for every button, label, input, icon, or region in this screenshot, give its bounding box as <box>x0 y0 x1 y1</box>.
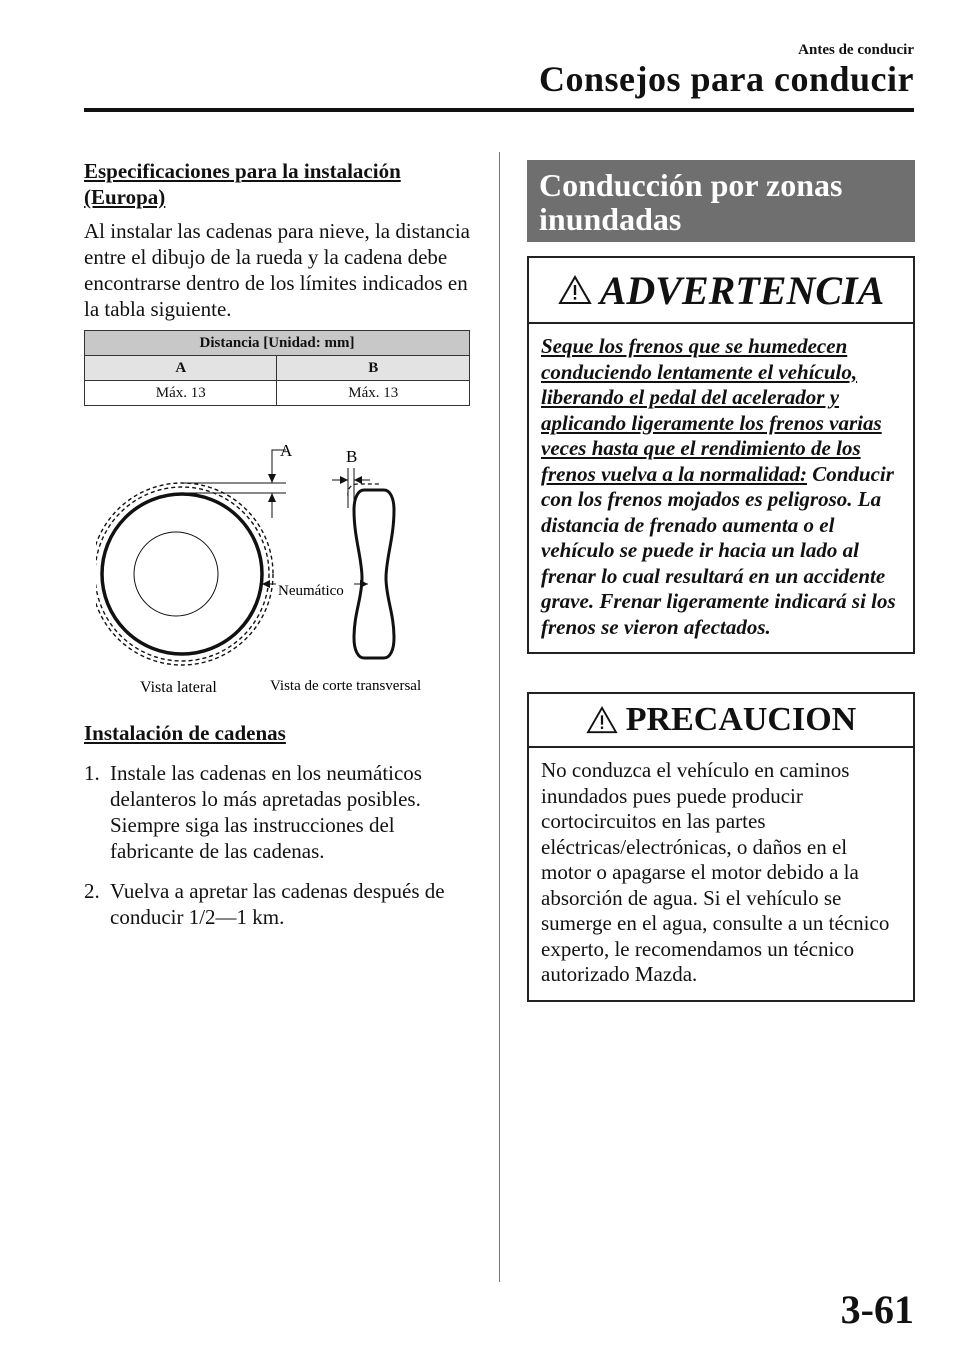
step-text: Instale las cadenas en los neumáticos delanteros lo más apretadas posibles. Siempre siga las instrucciones del fabricante de las cadenas. <box>110 761 422 863</box>
warning-box <box>527 256 915 654</box>
label-a: A <box>280 441 293 460</box>
list-item <box>84 878 479 930</box>
install-heading: Instalación de cadenas <box>84 721 286 745</box>
warning-text: Conducir con los frenos mojados es peligroso. La distancia de frenado aumenta o el vehículo se puede ir hacia un lado al frenar lo cual resultará en un accidente grave. Frenar ligeramente indicará si los frenos se vieron afectados. <box>541 461 896 639</box>
warning-underlined-text: Seque los frenos que se humedecen conduciendo lentamente el vehículo, liberando el pedal del acelerador y aplicando ligeramente los frenos varias veces hasta que el rendimiento de los frenos vuelva a la normalidad: <box>541 334 882 486</box>
header-section: Antes de conducir <box>798 42 914 58</box>
page-number: 3-61 <box>840 1287 914 1332</box>
arrow-a-down <box>268 474 276 483</box>
header-rule <box>84 108 914 112</box>
wheel-hub-circle <box>134 532 218 616</box>
arrow-tire-right <box>360 580 368 588</box>
table-value-a: Máx. 13 <box>85 381 277 406</box>
step-number: 2. <box>84 879 100 903</box>
tire-cross-section <box>354 490 394 658</box>
label-b: B <box>346 447 358 466</box>
install-section <box>84 720 479 944</box>
label-section-view: Vista de corte transversal <box>270 678 422 694</box>
warning-title: ADVERTENCIA <box>599 267 885 313</box>
arrow-a-up <box>268 493 276 502</box>
caution-header <box>529 694 913 748</box>
header-title: Consejos para conducir <box>538 59 914 99</box>
spec-heading-line2: (Europa) <box>84 185 166 209</box>
table-header: Distancia [Unidad: mm] <box>85 331 470 356</box>
table-col-a: A <box>85 356 277 381</box>
spec-heading <box>84 158 474 210</box>
spec-section <box>84 158 474 322</box>
arrow-b-left <box>354 476 362 484</box>
step-text: Vuelva a apretar las cadenas después de conducir 1/2―1 km. <box>110 879 445 929</box>
warning-body <box>529 324 913 652</box>
label-side-view: Vista lateral <box>140 679 217 696</box>
tire-outer-circle <box>102 494 262 654</box>
list-item <box>84 760 479 864</box>
column-divider <box>499 152 500 1282</box>
warning-triangle-icon <box>586 706 618 734</box>
spec-heading-line1: Especificaciones para la instalación <box>84 159 401 183</box>
flood-section-title: Conducción por zonas inundadas <box>527 160 915 242</box>
spec-paragraph: Al instalar las cadenas para nieve, la distancia entre el dibujo de la rueda y la cadena debe encontrarse dentro de los límites indicados en la tabla siguiente. <box>84 219 470 321</box>
warning-header <box>529 258 913 324</box>
chain-clearance-diagram <box>96 438 466 700</box>
arrow-b-right <box>340 476 348 484</box>
caution-box <box>527 692 915 1002</box>
caution-body: No conduzca el vehículo en caminos inundados pues puede producir cortocircuitos en las partes eléctricas/electrónicas, o daños en el motor o apagarse el motor debido a la absorción de agua. Si el vehículo se sumerge en el agua, consulte a un técnico experto, le recomendamos un técnico autorizado Mazda. <box>541 758 890 986</box>
install-steps <box>84 760 479 930</box>
caution-title: PRECAUCION <box>625 701 857 738</box>
label-tire: Neumático <box>278 583 344 599</box>
table-value-b: Máx. 13 <box>277 381 470 406</box>
table-col-b: B <box>277 356 470 381</box>
chain-outer-dashed <box>96 487 269 661</box>
warning-triangle-icon <box>558 275 592 305</box>
distance-table <box>84 330 470 406</box>
step-number: 1. <box>84 761 100 785</box>
